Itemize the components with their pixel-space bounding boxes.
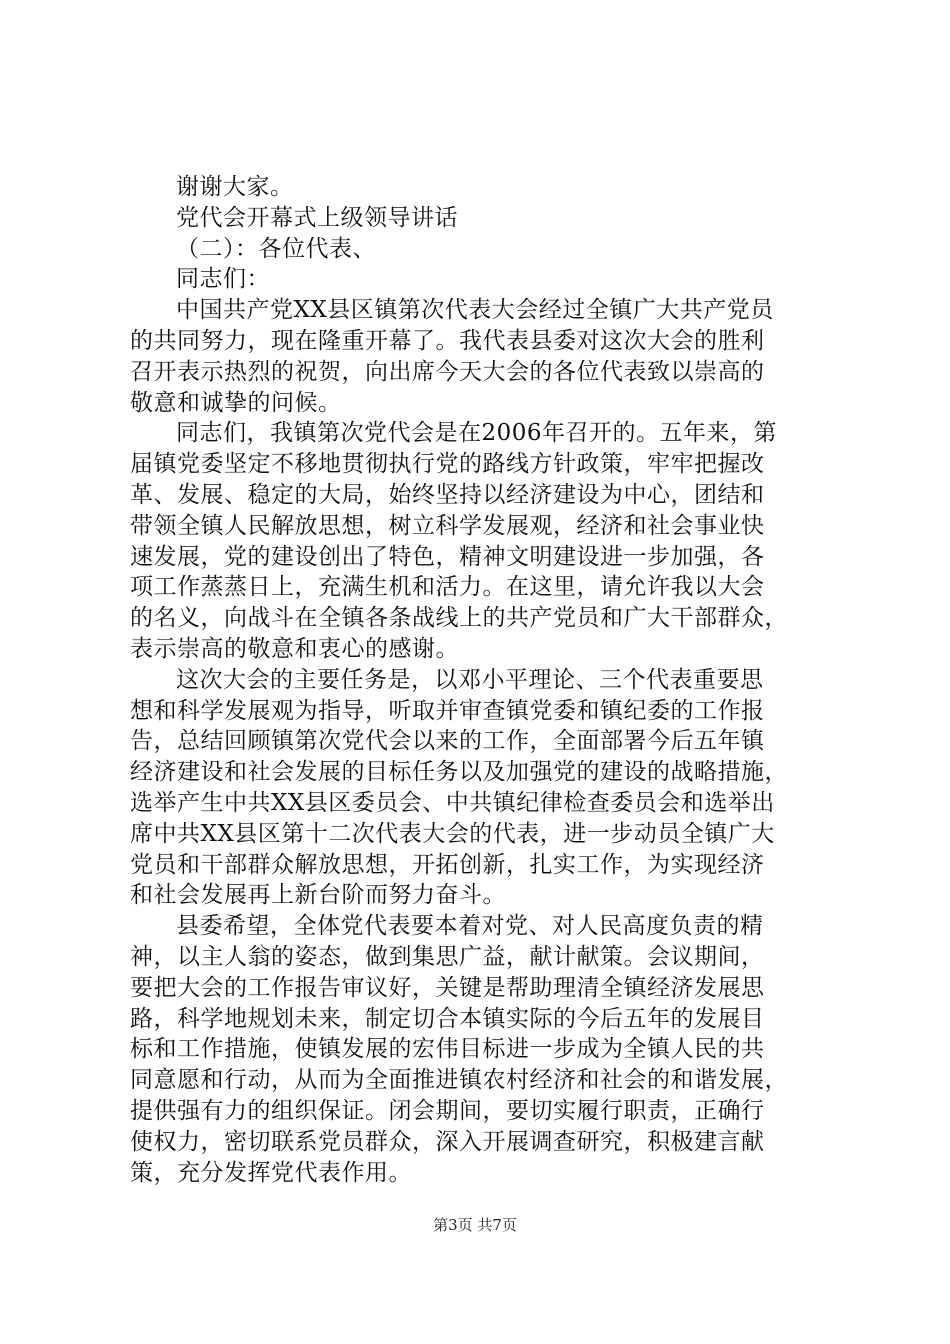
text-line: 策，充分发挥党代表作用。 [130, 1159, 412, 1186]
text-line: 县委希望，全体党代表要本着对党、对人民高度负责的精 [176, 913, 764, 940]
text-line: 告，总结回顾镇第次党代会以来的工作，全面部署今后五年镇 [130, 728, 765, 755]
text-line: 提供强有力的组织保证。闭会期间，要切实履行职责，正确行 [130, 1097, 765, 1124]
text-line: 同志们： [176, 266, 270, 293]
text-line: 革、发展、稳定的大局，始终坚持以经济建设为中心，团结和 [130, 481, 765, 508]
text-line: 路，科学地规划未来，制定切合本镇实际的今后五年的发展目 [130, 1005, 765, 1032]
text-line: 党代会开幕式上级领导讲话 [176, 204, 458, 231]
text-line: 谢谢大家。 [176, 174, 294, 200]
text-line: 项工作蒸蒸日上，充满生机和活力。在这里，请允许我以大会 [130, 574, 765, 601]
text-line: 使权力，密切联系党员群众，深入开展调查研究，积极建言献 [130, 1128, 765, 1155]
text-line: 届镇党委坚定不移地贯彻执行党的路线方针政策，牢牢把握改 [130, 451, 765, 478]
text-line: 同意愿和行动，从而为全面推进镇农村经济和社会的和谐发展， [130, 1067, 788, 1094]
text-line: 中国共产党XX县区镇第次代表大会经过全镇广大共产党员 [176, 297, 774, 324]
text-line: 带领全镇人民解放思想，树立科学发展观，经济和社会事业快 [130, 512, 765, 539]
text-line: 经济建设和社会发展的目标任务以及加强党的建设的战略措施， [130, 759, 788, 786]
text-line: 速发展，党的建设创出了特色，精神文明建设进一步加强，各 [130, 543, 765, 570]
text-line: 党员和干部群众解放思想，开拓创新，扎实工作，为实现经济 [130, 851, 765, 878]
text-line: 这次大会的主要任务是，以邓小平理论、三个代表重要思 [176, 666, 764, 693]
text-line: 的共同努力，现在隆重开幕了。我代表县委对这次大会的胜利 [130, 327, 765, 354]
text-line: 的名义，向战斗在全镇各条战线上的共产党员和广大干部群众， [130, 605, 788, 632]
text-line: 和社会发展再上新台阶而努力奋斗。 [130, 882, 506, 909]
text-line: 神，以主人翁的姿态，做到集思广益，献计献策。会议期间， [130, 943, 765, 970]
text-line: 选举产生中共XX县区委员会、中共镇纪律检查委员会和选举出 [130, 789, 775, 816]
body-text [130, 172, 830, 1188]
text-line: 想和科学发展观为指导，听取并审查镇党委和镇纪委的工作报 [130, 697, 765, 724]
text-line: 要把大会的工作报告审议好，关键是帮助理清全镇经济发展思 [130, 974, 765, 1001]
text-line: 标和工作措施，使镇发展的宏伟目标进一步成为全镇人民的共 [130, 1036, 765, 1063]
page-footer: 第3页 共7页 [433, 1216, 517, 1234]
text-line: 召开表示热烈的祝贺，向出席今天大会的各位代表致以崇高的 [130, 358, 765, 385]
text-line: （二）：各位代表、 [176, 235, 376, 262]
text-line: 同志们，我镇第次党代会是在2006年召开的。五年来，第 [176, 420, 778, 447]
text-line: 表示崇高的敬意和衷心的感谢。 [130, 635, 459, 662]
text-line: 敬意和诚挚的问候。 [130, 389, 342, 416]
text-line: 席中共XX县区第十二次代表大会的代表，进一步动员全镇广大 [130, 820, 775, 847]
